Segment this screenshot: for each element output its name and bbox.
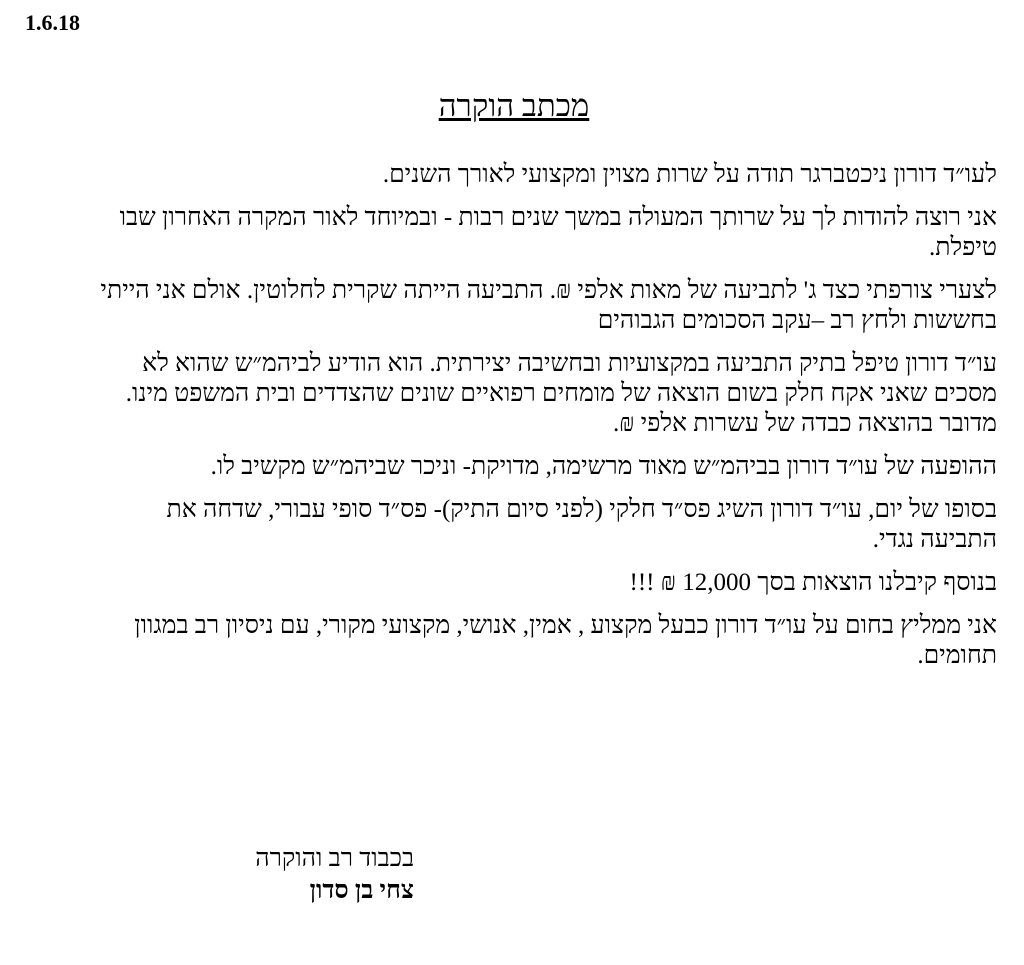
letter-body bbox=[92, 160, 997, 684]
signature-name: צחי בן סדון bbox=[309, 877, 414, 904]
paragraph-7: בנוסף קיבלנו הוצאות בסך 12,000 ₪ !!! bbox=[629, 569, 997, 596]
paragraph-2: אני רוצה להודות לך על שרותך המעולה במשך שנים רבות - ובמיוחד לאור המקרה האחרון שבו טיפלת. bbox=[119, 204, 997, 261]
closing-block bbox=[255, 843, 414, 907]
paragraph-8: אני ממליץ בחום על עו״ד דורון כבעל מקצוע , אמין, אנושי, מקצועי מקורי, עם ניסיון רב במגוון תחומים. bbox=[134, 612, 997, 669]
paragraph-4: עו״ד דורון טיפל בתיק התביעה במקצועיות ובחשיבה יצירתית. הוא הודיע לביהמ״ש שהוא לא מסכים שאני אקח חלק בשום הוצאה של מומחים רפואיים שונים שהצדדים ובית המשפט מינו. מדובר בהוצאה כבדה של עשרות אלפי ₪. bbox=[125, 350, 997, 437]
letter-date: 1.6.18 bbox=[25, 10, 80, 35]
paragraph-3: לצערי צורפתי כצד ג' לתביעה של מאות אלפי ₪. התביעה הייתה שקרית לחלוטין. אולם אני הייתי בחששות ולחץ רב –עקב הסכומים הגבוהים bbox=[100, 277, 997, 334]
letter-title: מכתב הוקרה bbox=[438, 88, 590, 123]
closing-line: בכבוד רב והוקרה bbox=[255, 845, 414, 872]
paragraph-5: ההופעה של עו״ד דורון בביהמ״ש מאוד מרשימה, מדויקת- וניכר שביהמ״ש מקשיב לו. bbox=[210, 453, 997, 480]
paragraph-1: לעו״ד דורון ניכטברגר תודה על שרות מצוין ומקצועי לאורך השנים. bbox=[382, 161, 997, 188]
paragraph-6: בסופו של יום, עו״ד דורון השיג פס״ד חלקי (לפני סיום התיק)- פס״ד סופי עבורי, שדחה את התביעה נגדי. bbox=[166, 496, 997, 553]
